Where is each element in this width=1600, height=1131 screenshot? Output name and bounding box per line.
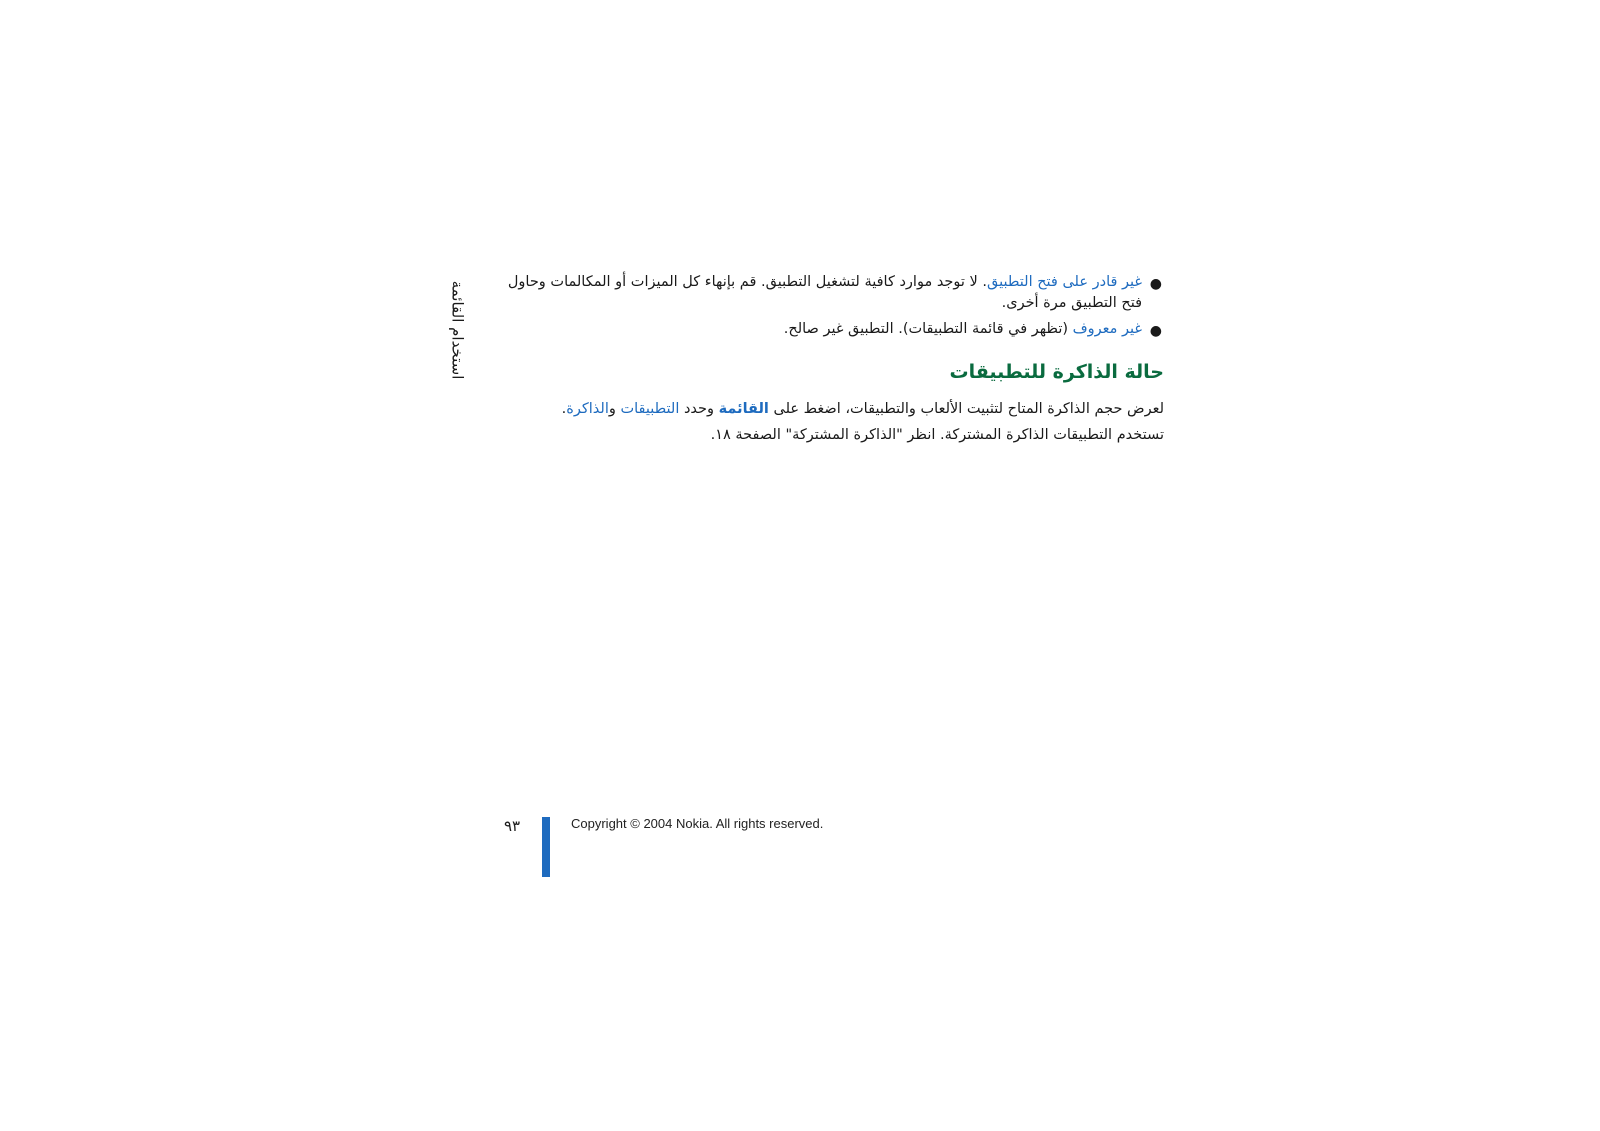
bullet-icon: ● [1149, 276, 1162, 292]
bullet-term: غير معروف [1072, 321, 1142, 337]
list-item [488, 272, 1164, 314]
paragraph-line-2: تستخدم التطبيقات الذاكرة المشتركة. انظر "الذاكرة المشتركة" الصفحة ١٨. [710, 427, 1164, 443]
paragraph-text: لعرض حجم الذاكرة المتاح لتثبيت الألعاب والتطبيقات، اضغط على [768, 401, 1164, 417]
paragraph-text: . [561, 401, 567, 417]
copyright-notice: Copyright © 2004 Nokia. All rights reserved. [571, 816, 824, 831]
paragraph-text: وحدد [679, 401, 719, 417]
paragraph-text: و [608, 401, 621, 417]
side-section-label [446, 270, 468, 390]
bullet-list [488, 272, 1164, 340]
section-title: حالة الذاكرة للتطبيقات [949, 361, 1164, 383]
side-section-label-text: استخدام القائمة [448, 280, 467, 380]
page-number: ٩٣ [504, 817, 521, 835]
applications-reference: التطبيقات [620, 401, 680, 417]
footer-divider-bar [542, 817, 550, 877]
bullet-text: (تظهر في قائمة التطبيقات). التطبيق غير صالح. [783, 321, 1073, 337]
bullet-icon: ● [1149, 323, 1162, 339]
memory-reference: الذاكرة [566, 401, 609, 417]
page-content [488, 272, 1164, 448]
bullet-term: غير قادر على فتح التطبيق [987, 274, 1142, 290]
bullet-text: . لا توجد موارد كافية لتشغيل التطبيق. قم بإنهاء كل الميزات أو المكالمات وحاول فتح التطبيق مرة أخرى. [507, 274, 1142, 311]
menu-reference: القائمة [718, 401, 769, 417]
list-item [488, 319, 1164, 340]
body-paragraph [488, 396, 1164, 448]
